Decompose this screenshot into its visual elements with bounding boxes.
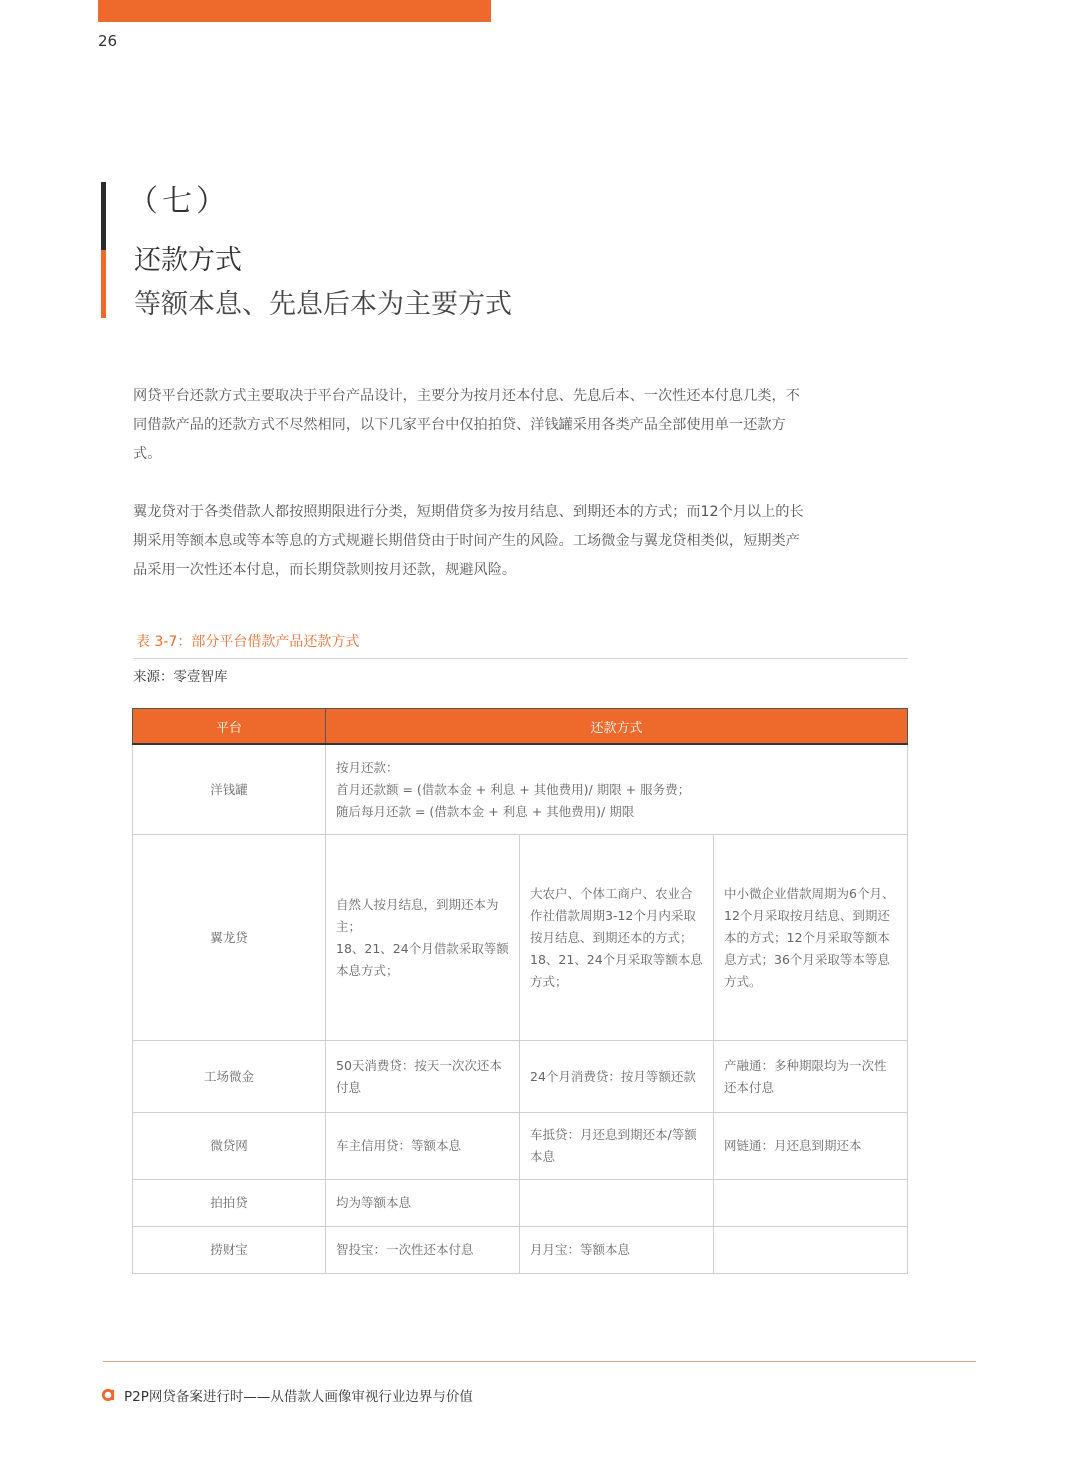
method-cell: 自然人按月结息，到期还本为主； 18、21、24个月借款采取等额本息方式； [326,835,520,1041]
body-paragraph-1: 网贷平台还款方式主要取决于平台产品设计，主要分为按月还本付息、先息后本、一次性还本付息几类，不同借款产品的还款方式不尽然相同，以下几家平台中仅拍拍贷、洋钱罐采用各类产品全部使用单一还款方式。 [133,388,800,462]
table-row [133,1041,908,1113]
caption-divider [133,658,908,659]
method-cell [520,1180,714,1227]
table-caption: 表 3-7：部分平台借款产品还款方式 [136,634,360,650]
method-cell: 50天消费贷：按天一次次还本付息 [326,1041,520,1113]
method-cell: 车主信用贷：等额本息 [326,1113,520,1180]
repayment-table [132,708,908,1274]
method-cell: 中小微企业借款周期为6个月、12个月采取按月结息、到期还本的方式；12个月采取等额本息方式；36个月采取等本等息方式。 [714,835,908,1041]
header-platform: 平台 [133,709,326,745]
method-cell: 网链通：月还息到期还本 [714,1113,908,1180]
section-title: 还款方式 [134,245,242,276]
table-row [133,835,908,1041]
method-cell [714,1227,908,1274]
platform-cell: 洋钱罐 [133,744,326,835]
footer-report-title: P2P网贷备案进行时——从借款人画像审视行业边界与价值 [124,1389,473,1405]
method-cell: 智投宝：一次性还本付息 [326,1227,520,1274]
method-cell: 按月还款： 首月还款额 = (借款本金 + 利息 + 其他费用)/ 期限 + 服务费； 随后每月还款 = (借款本金 + 利息 + 其他费用)/ 期限 [326,744,908,835]
table-row [133,1227,908,1274]
table-row [133,1113,908,1180]
method-cell: 车抵贷：月还息到期还本/等额本息 [520,1113,714,1180]
footer-divider [103,1361,976,1362]
method-cell: 大农户、个体工商户、农业合作社借款周期3-12个月内采取按月结息、到期还本的方式； 18、21、24个月采取等额本息方式； [520,835,714,1041]
method-cell: 月月宝：等额本息 [520,1227,714,1274]
header-method: 还款方式 [326,709,908,745]
method-cell: 产融通：多种期限均为一次性还本付息 [714,1041,908,1113]
section-marker-accent [101,250,106,318]
body-paragraph-2: 翼龙贷对于各类借款人都按照期限进行分类，短期借贷多为按月结息、到期还本的方式；而12个月以上的长期采用等额本息或等本等息的方式规避长期借贷由于时间产生的风险。工场微金与翼龙贷相类似，短期类产品采用一次性还本付息，而长期贷款则按月还款，规避风险。 [133,504,804,578]
table-source: 来源：零壹智库 [133,669,228,685]
page-number: 26 [98,32,118,50]
section-number: （七） [128,184,230,219]
table-header-row [133,709,908,745]
table-row [133,1180,908,1227]
platform-cell: 工场微金 [133,1041,326,1113]
top-accent-bar [98,0,491,22]
method-cell [714,1180,908,1227]
table-row [133,744,908,835]
platform-cell: 翼龙贷 [133,835,326,1041]
section-subtitle: 等额本息、先息后本为主要方式 [134,289,512,320]
brand-logo-icon [101,1387,116,1402]
platform-cell: 捞财宝 [133,1227,326,1274]
section-marker-dark [101,182,106,250]
platform-cell: 微贷网 [133,1113,326,1180]
method-cell: 24个月消费贷：按月等额还款 [520,1041,714,1113]
method-cell: 均为等额本息 [326,1180,520,1227]
platform-cell: 拍拍贷 [133,1180,326,1227]
